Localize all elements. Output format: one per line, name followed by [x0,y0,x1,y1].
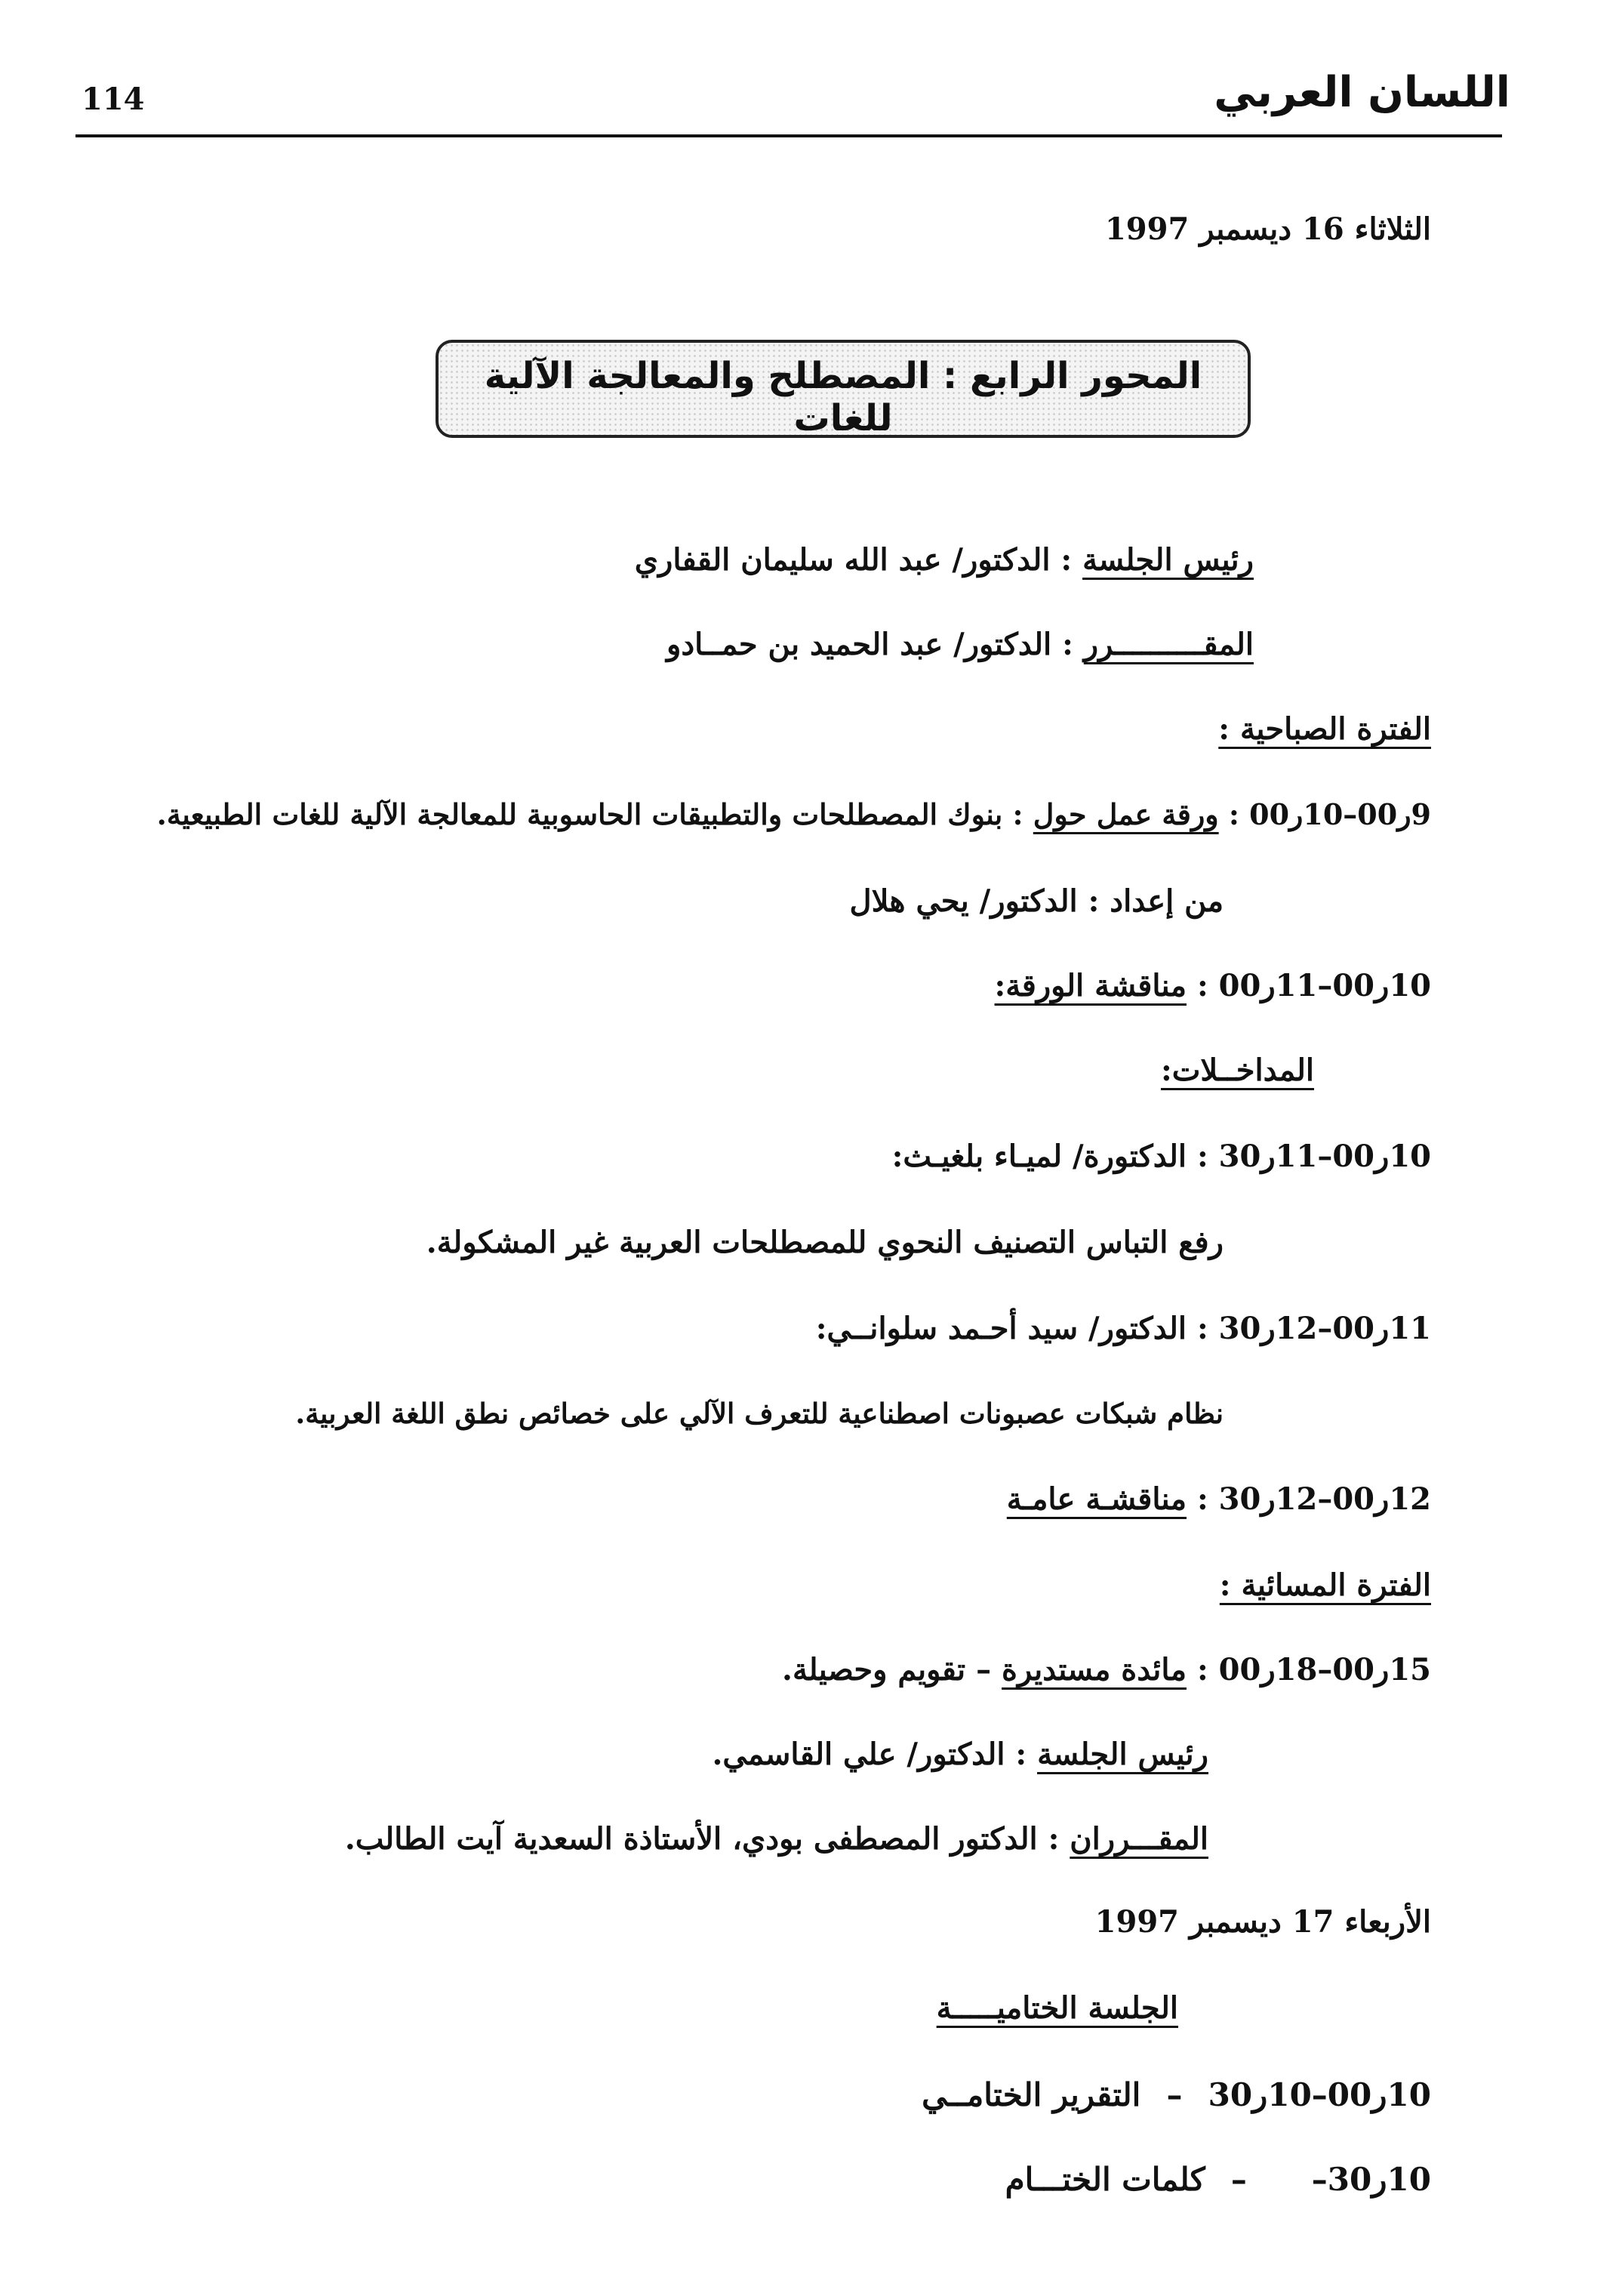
c1-time: 10ر00–10ر30 [1208,2076,1431,2113]
evening-period-heading: الفترة المسائية : [1219,1567,1431,1603]
s3-speaker: الدكتورة/ لميـاء بلغيـث: [891,1139,1187,1174]
s5-label: مناقشـة عامـة [1006,1481,1187,1517]
s3-title: رفع التباس التصنيف النحوي للمصطلحات العربية غير المشكولة. [426,1225,1224,1260]
s6-time: 15ر00–18ر00 : [1196,1652,1431,1687]
s5-time: 12ر00–12ر30 : [1196,1481,1431,1517]
rapporteur-label: المقــــــــــرر [1083,627,1254,662]
morning-period-heading: الفترة الصباحية : [1218,711,1431,747]
session-2 [995,968,1431,1003]
s6-text: – تقويم وحصيلة. [782,1652,992,1687]
closing-session-heading: الجلسة الختاميـــــة [936,1990,1178,2026]
session-5 [1007,1481,1431,1517]
session-rapporteur [666,627,1254,662]
c2-dash: – [1230,2161,1247,2198]
c2-text: كلمات الختـــام [1005,2161,1205,2198]
s1-text: : بنوك المصطلحات والتطبيقات الحاسوبية للمعالجة الآلية للغات الطبيعية. [156,797,1023,831]
rapporteur-name: : الدكتور/ عبد الحميد بن حمــادو [666,627,1073,662]
s4-title: نظام شبكات عصبونات اصطناعية للتعرف الآلي على خصائص نطق اللغة العربية. [295,1397,1224,1430]
date-tuesday: الثلاثاء 16 ديسمبر 1997 [1104,211,1431,247]
s4-speaker: الدكتور/ سيد أحـمد سلوانــي: [815,1311,1187,1346]
s2-label: مناقشة الورقة: [994,968,1187,1003]
chair-label: رئيس الجلسة [1082,542,1254,578]
c1-text: التقرير الختامــي [922,2076,1141,2113]
s6-chair-label: رئيس الجلسة [1037,1737,1208,1772]
s6-rapp-label: المقـــرران [1070,1821,1208,1857]
s6-rapp-names: : الدكتور المصطفى بودي، الأستاذة السعدية آيت الطالب. [344,1821,1060,1857]
s3-time: 10ر00–11ر30 : [1196,1139,1431,1174]
s1-time: 9ر00–10ر00 : [1228,797,1431,831]
header-rule [75,134,1502,137]
s1-author: من إعداد : الدكتور/ يحي هلال [849,883,1224,919]
s6-chair [713,1737,1209,1772]
session-6 [782,1652,1431,1687]
date-wednesday: الأربعاء 17 ديسمبر 1997 [1094,1904,1431,1940]
closing-item-2 [1005,2161,1431,2198]
s6-label: مائدة مستديرة [1002,1652,1187,1687]
session-chair [635,542,1254,578]
c2-time: 10ر30– [1311,2161,1431,2198]
c1-dash: – [1166,2076,1183,2113]
session-4 [816,1311,1431,1346]
s6-rapporteurs [345,1821,1208,1857]
session-1 [157,797,1431,831]
s4-time: 11ر00–12ر30 : [1196,1311,1431,1346]
page-number: 114 [82,82,145,117]
session-3 [892,1139,1431,1174]
closing-item-1 [922,2076,1431,2113]
s2-time: 10ر00–11ر00 : [1196,968,1431,1003]
interventions-heading: المداخــلات: [1161,1052,1314,1088]
chair-name: : الدكتور/ عبد الله سليمان القفاري [634,542,1073,578]
journal-name: اللسان العربي [1214,68,1510,117]
s1-label: ورقة عمل حول [1033,797,1219,831]
s6-chair-name: : الدكتور/ علي القاسمي. [712,1737,1027,1772]
axis-title: المحور الرابع : المصطلح والمعالجة الآلية للغات [484,355,1202,439]
